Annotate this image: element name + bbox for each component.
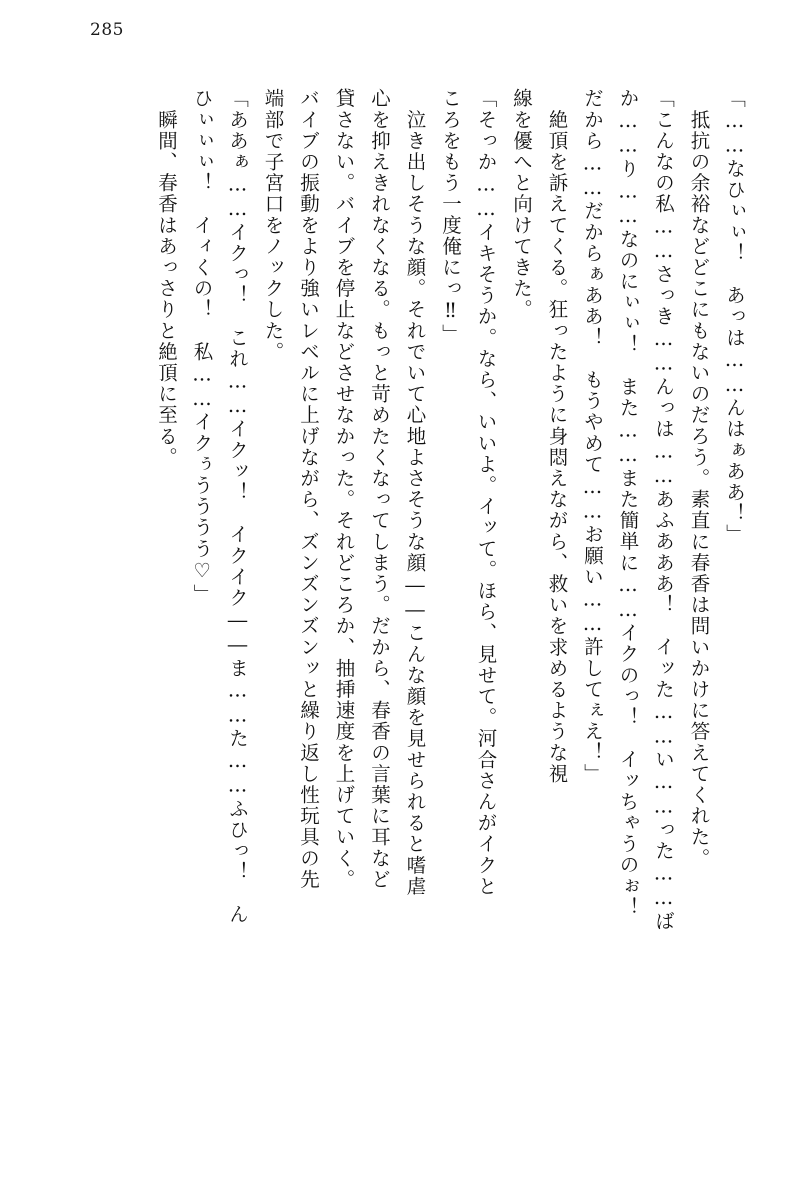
text-line: 心を抑えきれなくなる。もっと苛めたくなってしまう。だから、春香の言葉に耳など bbox=[368, 88, 391, 890]
text-line: ころをもう一度俺にっ‼」 bbox=[439, 88, 462, 345]
text-line: 線を優へと向けてきた。 bbox=[510, 88, 533, 321]
text-line: 貸さない。バイブを停止などさせなかった。それどころか、抽挿速度を上げていく。 bbox=[332, 88, 356, 890]
text-line: 端部で子宮口をノックした。 bbox=[261, 88, 285, 363]
text-line: だから……だからぁああ！ もうやめて……お願い……許してぇえ！」 bbox=[581, 88, 604, 785]
text-line: 絶頂を訴えてくる。狂ったように身悶えながら、救いを求めるような視 bbox=[545, 88, 569, 785]
text-line: ひぃぃぃ！ イィくの！ 私……イクぅうううう♡」 bbox=[190, 88, 214, 605]
text-line: 瞬間、春香はあっさりと絶頂に至る。 bbox=[155, 88, 178, 468]
text-line: 「そっか……イキそうか。なら、いいよ。イッて。ほら、見せて。河合さんがイクと bbox=[474, 88, 498, 897]
page-number: 285 bbox=[90, 20, 124, 40]
text-line: 抵抗の余裕などどこにもないのだろう。素直に春香は問いかけに答えてくれた。 bbox=[687, 88, 711, 869]
text-line: 「こんなの私……さっき……んっは……あふあああ！ イッた……い……った……ば bbox=[652, 88, 675, 932]
body-text bbox=[46, 88, 752, 1148]
text-line: 泣き出しそうな顔。それでいて心地よさそうな顔――こんな顔を見せられると嗜虐 bbox=[403, 88, 427, 897]
text-line: バイブの振動をより強いレベルに上げながら、ズンズンズンッと繰り返し性玩具の先 bbox=[297, 88, 320, 890]
text-line: か……り……なのにぃぃ！ また……また簡単に……イクのっ！ イッちゃうのぉ！ bbox=[616, 88, 640, 918]
text-line: 「ああぁ……イクっ！ これ……イクッ！ イクイク――ま……た……ふひっ！ ん bbox=[226, 88, 249, 925]
text-line: 「……なひぃぃ！ あっは……んはぁああ！」 bbox=[723, 88, 746, 546]
